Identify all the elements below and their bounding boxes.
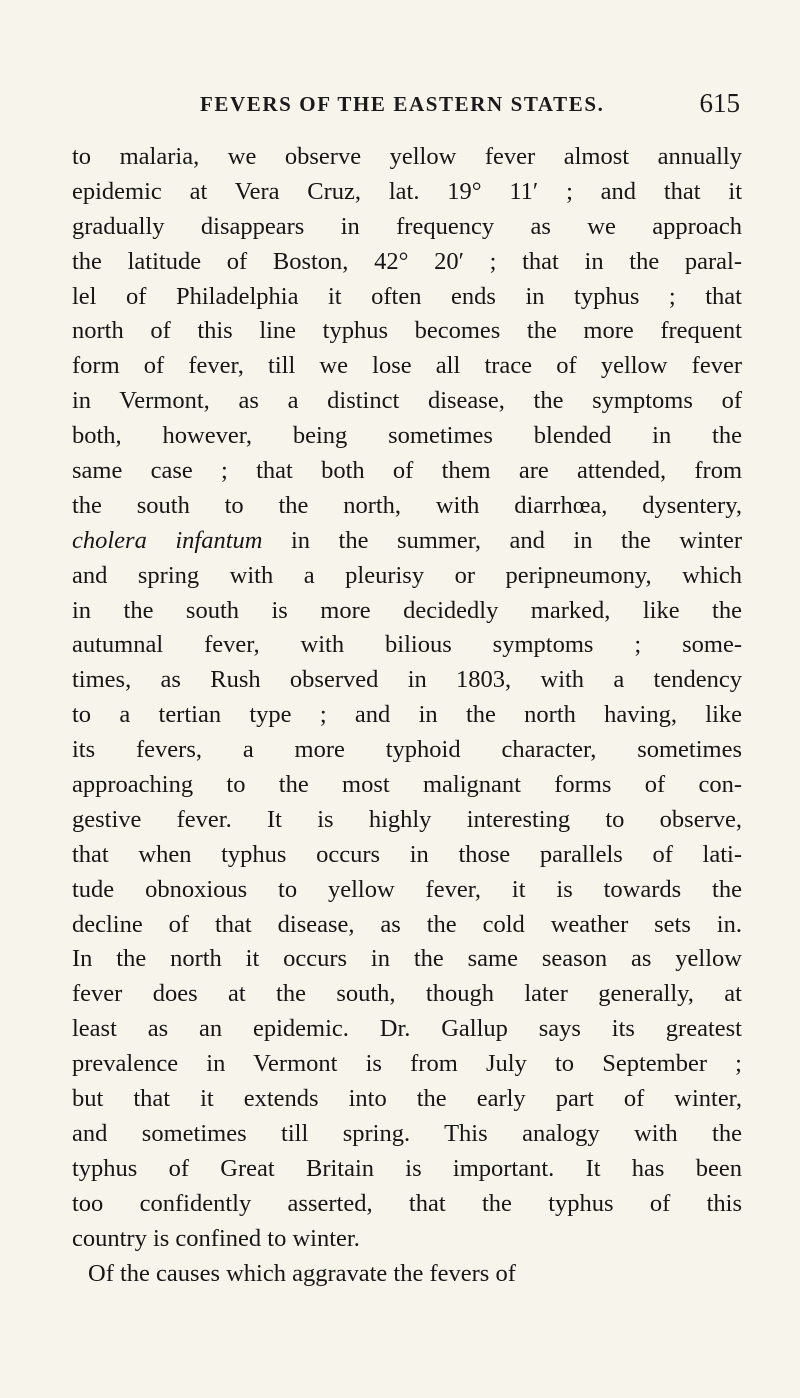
text-line: to malaria, we observe yellow fever almost annually [72,143,742,170]
text-line: prevalence in Vermont is from July to September ; [72,1050,742,1078]
text-line: autumnal fever, with bilious symptoms ; some- [72,631,742,659]
text-line: in the south is more decidedly marked, like the [72,596,742,624]
running-title: FEVERS OF THE EASTERN STATES. [200,92,605,116]
text-line: both, however, being sometimes blended in the [72,422,742,450]
page-number: 615 [699,88,740,118]
text-line: in Vermont, as a distinct disease, the symptoms of [72,387,742,415]
text-line [72,524,742,559]
running-head [200,86,740,126]
text-line: typhus of Great Britain is important. It has been [72,1154,742,1182]
text-line: that when typhus occurs in those parallels of lati- [72,840,742,868]
body-text [72,140,742,1291]
text-line: times, as Rush observed in 1803, with a tendency [72,666,742,694]
text-line: to a tertian type ; and in the north having, like [72,701,742,729]
text-line: the south to the north, with diarrhœa, dysentery, [72,491,742,519]
text-line: epidemic at Vera Cruz, lat. 19° 11′ ; and that it [72,177,742,205]
text-line: approaching to the most malignant forms of con- [72,771,742,799]
text-line: and sometimes till spring. This analogy with the [72,1119,742,1147]
text-line: north of this line typhus becomes the more frequent [72,317,742,345]
text-line: its fevers, a more typhoid character, sometimes [72,736,742,764]
text-line: least as an epidemic. Dr. Gallup says its greatest [72,1015,742,1043]
text-line: In the north it occurs in the same season as yellow [72,945,742,973]
text-line: form of fever, till we lose all trace of yellow fever [72,352,742,380]
text-line: but that it extends into the early part of winter, [72,1085,742,1113]
text-line: gradually disappears in frequency as we approach [72,212,742,240]
text-line: same case ; that both of them are attended, from [72,457,742,485]
text-line: lel of Philadelphia it often ends in typhus ; that [72,282,742,310]
italic-term: cholera infantum [72,526,263,554]
text-line: too confidently asserted, that the typhus of this [72,1189,742,1217]
text-line: Of the causes which aggravate the fevers of [88,1259,516,1287]
text-line: the latitude of Boston, 42° 20′ ; that in the paral- [72,247,742,275]
text-line: decline of that disease, as the cold weather sets in. [72,910,742,938]
text-line: country is confined to winter. [72,1224,360,1252]
text-line: gestive fever. It is highly interesting to observe, [72,805,742,833]
text-line: fever does at the south, though later generally, at [72,980,742,1008]
line-continuation: in the summer, and in the winter [262,526,742,554]
text-line: and spring with a pleurisy or peripneumony, which [72,561,742,589]
text-line: tude obnoxious to yellow fever, it is towards the [72,875,742,903]
